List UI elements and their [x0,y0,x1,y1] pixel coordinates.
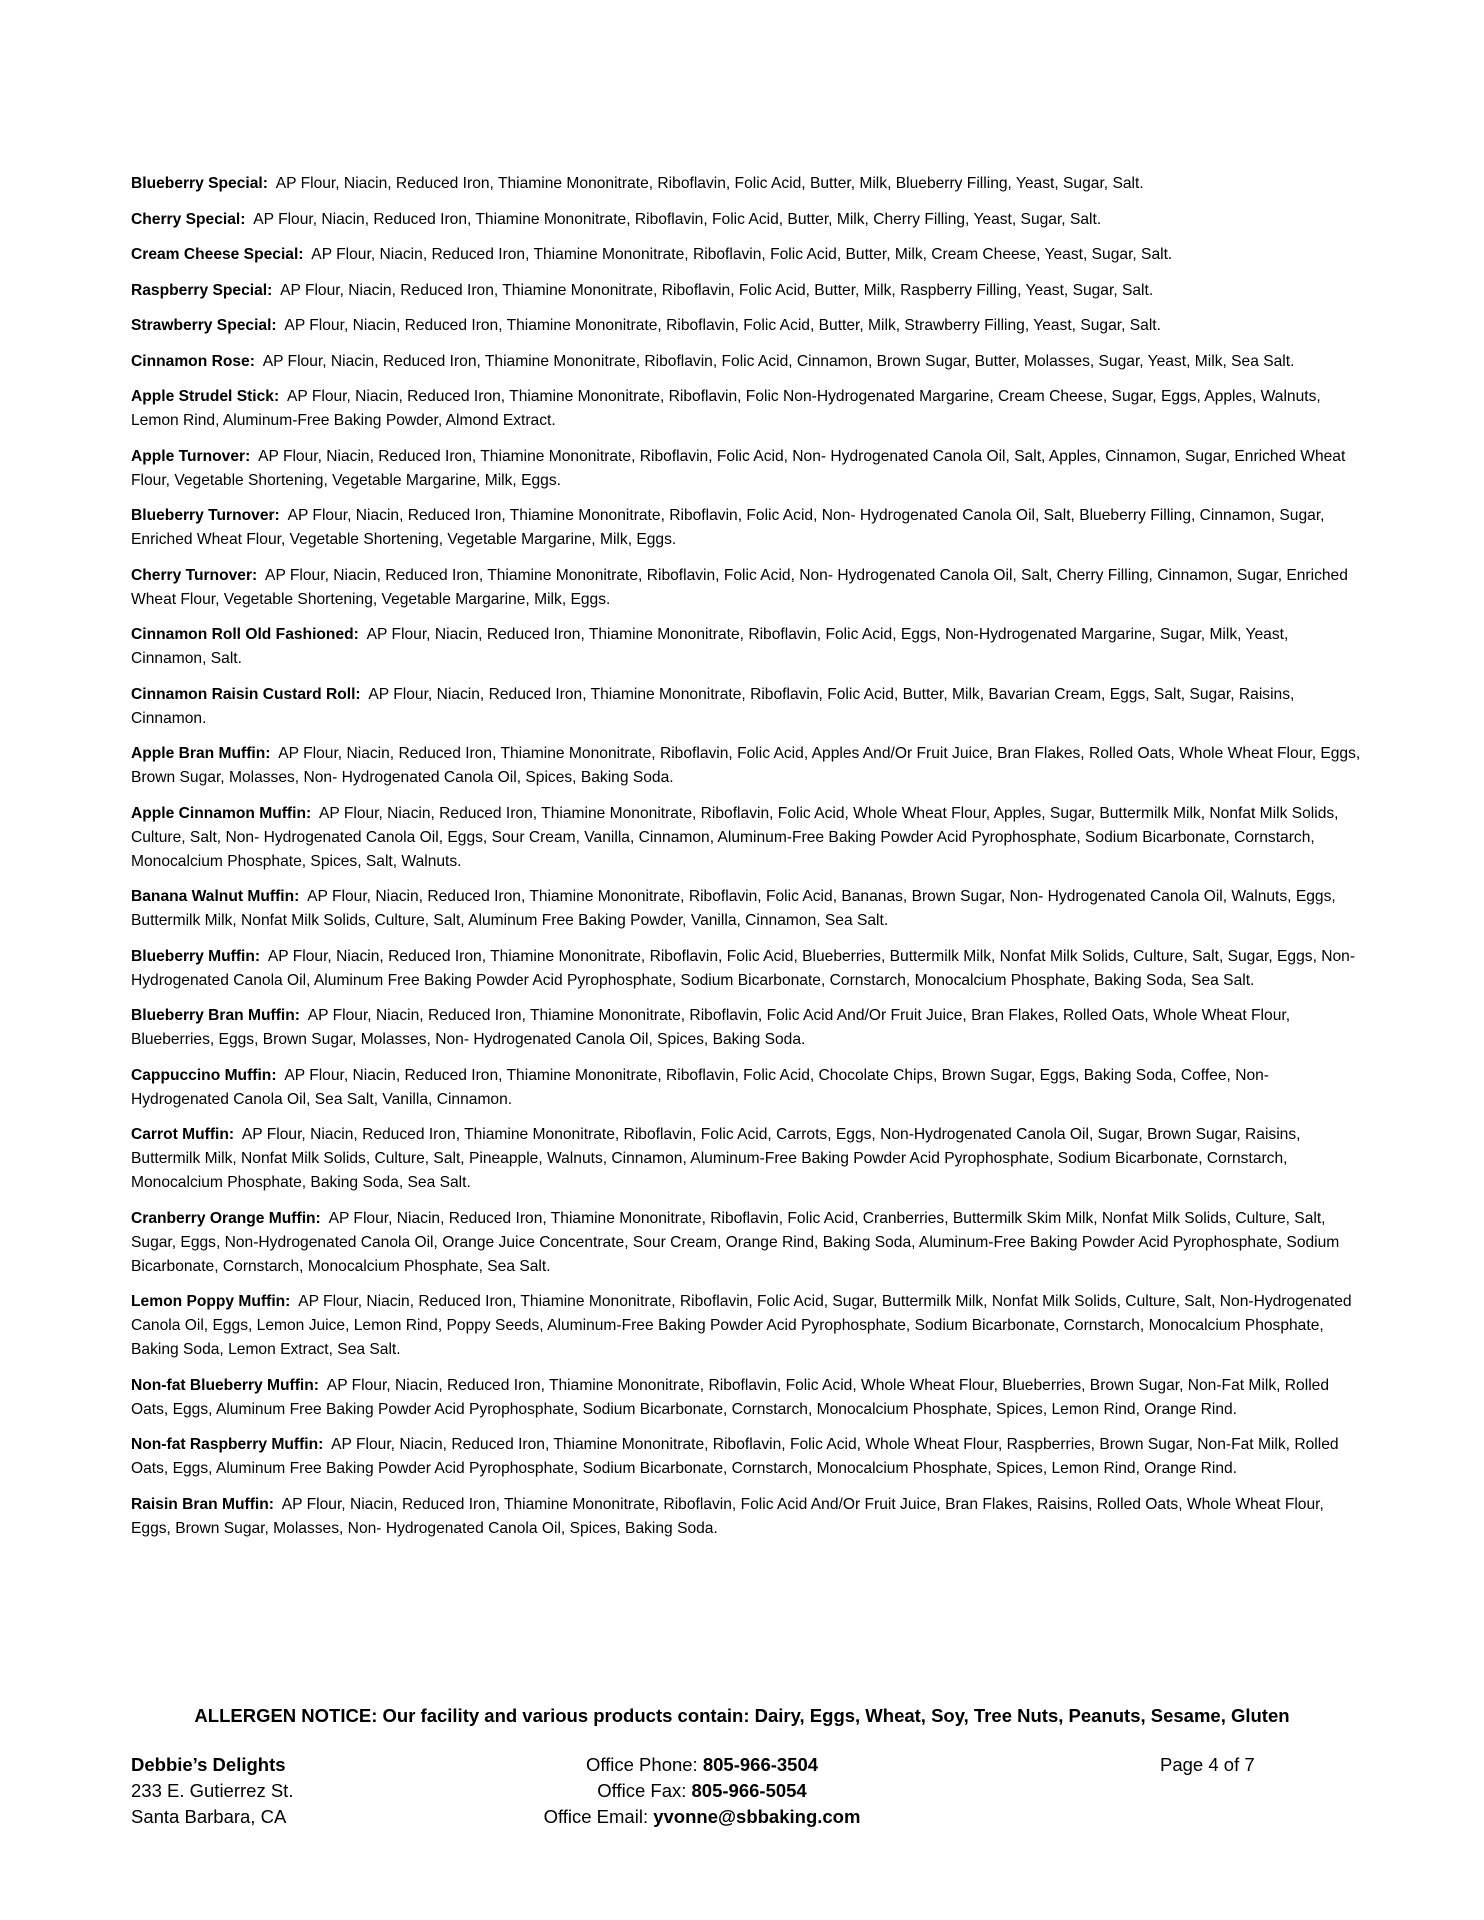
ingredients-text: AP Flour, Niacin, Reduced Iron, Thiamine Mononitrate, Riboflavin, Folic Acid, Butter, Milk, Blueberry Filling, Yeast, Sugar, Salt. [275,175,1144,192]
ingredients-text: AP Flour, Niacin, Reduced Iron, Thiamine Mononitrate, Riboflavin, Folic Acid, Eggs, Non-Hydrogenated Margarine, Sugar, Milk, Yeast, Cinnamon, Salt. [131,626,1289,667]
product-name: Cranberry Orange Muffin: [131,1209,321,1227]
ingredient-entry [131,1374,1363,1422]
ingredient-entry [131,1123,1363,1195]
product-name: Blueberry Muffin: [131,947,261,965]
ingredients-text: AP Flour, Niacin, Reduced Iron, Thiamine Mononitrate, Riboflavin, Folic Acid, Chocolate Chips, Brown Sugar, Eggs, Baking Soda, Coffee, Non-Hydrogenated Canola Oil, Sea Salt, Vanilla, Cinnamon. [131,1066,1270,1108]
product-name: Raisin Bran Muffin: [131,1495,274,1513]
ingredient-entry [131,279,1363,303]
address-line-2: Santa Barbara, CA [131,1806,287,1827]
ingredients-text: AP Flour, Niacin, Reduced Iron, Thiamine Mononitrate, Riboflavin, Folic Non-Hydrogenated Margarine, Cream Cheese, Sugar, Eggs, Apples, Walnuts, Lemon Rind, Aluminum-Free Baking Powder, Almond Extract. [131,388,1321,429]
product-name: Apple Turnover: [131,447,251,465]
email-line [442,1804,962,1830]
ingredients-text: AP Flour, Niacin, Reduced Iron, Thiamine Mononitrate, Riboflavin, Folic Acid, Bananas, Brown Sugar, Non- Hydrogenated Canola Oil, Walnuts, Eggs, Buttermilk Milk, Nonfat Milk Solids, Culture, Salt, Aluminum Free Baking Powder, Vanilla, Cinnamon, Sea Salt. [131,888,1336,929]
fax-line [442,1778,962,1804]
ingredients-text: AP Flour, Niacin, Reduced Iron, Thiamine Mononitrate, Riboflavin, Folic Acid, Cranberries, Buttermilk Skim Milk, Nonfat Milk Solids, Culture, Salt, Sugar, Eggs, Non-Hydrogenated Canola Oil, Orange Juice Concentrate, Sour Cream, Orange Rind, Baking Soda, Aluminum-Free Baking Powder Acid Pyrophosphate, Sodium Bicarbonate, Cornstarch, Monocalcium Phosphate, Sea Salt. [131,1209,1340,1275]
product-name: Blueberry Turnover: [131,507,280,524]
ingredient-entry [131,350,1363,374]
product-name: Apple Bran Muffin: [131,745,271,762]
ingredient-entry [131,1004,1363,1052]
product-name: Banana Walnut Muffin: [131,888,300,905]
product-name: Cappuccino Muffin: [131,1066,277,1084]
ingredients-text: AP Flour, Niacin, Reduced Iron, Thiamine Mononitrate, Riboflavin, Folic Acid, Whole Wheat Flour, Apples, Sugar, Buttermilk Milk, Nonfat Milk Solids, Culture, Salt, Non- Hydrogenated Canola Oil, Eggs, Sour Cream, Vanilla, Cinnamon, Aluminum-Free Baking Powder Acid Pyrophosphate, Sodium Bicarbonate, Cornstarch, Monocalcium Phosphate, Spices, Salt, Walnuts. [131,804,1339,870]
ingredient-entry [131,445,1363,493]
product-name: Apple Strudel Stick: [131,388,280,405]
ingredients-text: AP Flour, Niacin, Reduced Iron, Thiamine Mononitrate, Riboflavin, Folic Acid, Apples And/Or Fruit Juice, Bran Flakes, Rolled Oats, Whole Wheat Flour, Eggs, Brown Sugar, Molasses, Non- Hydrogenated Canola Oil, Spices, Baking Soda. [131,745,1361,786]
ingredients-text: AP Flour, Niacin, Reduced Iron, Thiamine Mononitrate, Riboflavin, Folic Acid, Whole Wheat Flour, Raspberries, Brown Sugar, Non-Fat Milk, Rolled Oats, Eggs, Aluminum Free Baking Powder Acid Pyrophosphate, Sodium Bicarbonate, Cornstarch, Monocalcium Phosphate, Spices, Lemon Rind, Orange Rind. [131,1436,1339,1477]
email-label: Office Email: [543,1806,649,1827]
product-name: Cherry Special: [131,210,246,228]
phone-label: Office Phone: [585,1754,698,1775]
ingredient-entry [131,385,1363,433]
company-name: Debbie’s Delights [131,1754,286,1775]
product-name: Cinnamon Rose: [131,352,255,370]
ingredient-entry [131,1433,1363,1481]
ingredients-text: AP Flour, Niacin, Reduced Iron, Thiamine Mononitrate, Riboflavin, Folic Acid, Butter, Milk, Cherry Filling, Yeast, Sugar, Salt. [253,210,1102,228]
ingredients-text: AP Flour, Niacin, Reduced Iron, Thiamine Mononitrate, Riboflavin, Folic Acid And/Or Fruit Juice, Bran Flakes, Rolled Oats, Whole Wheat Flour, Blueberries, Eggs, Brown Sugar, Molasses, Non- Hydrogenated Canola Oil, Spices, Baking Soda. [131,1007,1291,1048]
ingredients-text: AP Flour, Niacin, Reduced Iron, Thiamine Mononitrate, Riboflavin, Folic Acid, Non- Hydrogenated Canola Oil, Salt, Apples, Cinnamon, Sugar, Enriched Wheat Flour, Vegetable Shortening, Vegetable Margarine, Milk, Eggs. [131,447,1346,489]
product-name: Blueberry Bran Muffin: [131,1007,300,1024]
ingredient-list [131,172,1363,1552]
product-name: Cinnamon Raisin Custard Roll: [131,685,361,703]
ingredients-text: AP Flour, Niacin, Reduced Iron, Thiamine Mononitrate, Riboflavin, Folic Acid, Carrots, Eggs, Non-Hydrogenated Canola Oil, Sugar, Brown Sugar, Raisins, Buttermilk Milk, Nonfat Milk Solids, Culture, Salt, Pineapple, Walnuts, Cinnamon, Aluminum-Free Baking Powder Acid Pyrophosphate, Sodium Bicarbonate, Cornstarch, Monocalcium Phosphate, Baking Soda, Sea Salt. [131,1126,1301,1191]
ingredients-text: AP Flour, Niacin, Reduced Iron, Thiamine Mononitrate, Riboflavin, Folic Acid, Whole Wheat Flour, Blueberries, Brown Sugar, Non-Fat Milk, Rolled Oats, Eggs, Aluminum Free Baking Powder Acid Pyrophosphate, Sodium Bicarbonate, Cornstarch, Monocalcium Phosphate, Spices, Lemon Rind, Orange Rind. [131,1376,1329,1418]
footer-address [131,1752,293,1830]
product-name: Blueberry Special: [131,175,268,192]
phone-line [442,1752,962,1778]
ingredients-text: AP Flour, Niacin, Reduced Iron, Thiamine Mononitrate, Riboflavin, Folic Acid, Butter, Milk, Raspberry Filling, Yeast, Sugar, Salt. [280,281,1154,299]
footer-contact [442,1752,962,1830]
product-name: Cherry Turnover: [131,566,258,584]
product-name: Non-fat Blueberry Muffin: [131,1376,319,1394]
ingredient-entry [131,683,1363,731]
ingredients-text: AP Flour, Niacin, Reduced Iron, Thiamine Mononitrate, Riboflavin, Folic Acid And/Or Fruit Juice, Bran Flakes, Raisins, Rolled Oats, Whole Wheat Flour, Eggs, Brown Sugar, Molasses, Non- Hydrogenated Canola Oil, Spices, Baking Soda. [131,1495,1324,1537]
ingredient-entry [131,564,1363,612]
allergen-notice: ALLERGEN NOTICE: Our facility and various products contain: Dairy, Eggs, Wheat, Soy, Tree Nuts, Peanuts, Sesame, Gluten [194,1705,1290,1726]
product-name: Raspberry Special: [131,281,273,299]
product-name: Carrot Muffin: [131,1126,235,1143]
ingredient-entry [131,1493,1363,1541]
ingredient-entry [131,742,1363,790]
ingredient-entry [131,314,1363,338]
ingredient-entry [131,172,1363,196]
ingredients-text: AP Flour, Niacin, Reduced Iron, Thiamine Mononitrate, Riboflavin, Folic Acid, Sugar, Buttermilk Milk, Nonfat Milk Solids, Culture, Salt, Non-Hydrogenated Canola Oil, Eggs, Lemon Juice, Lemon Rind, Poppy Seeds, Aluminum-Free Baking Powder Acid Pyrophosphate, Sodium Bicarbonate, Cornstarch, Monocalcium Phosphate, Baking Soda, Lemon Extract, Sea Salt. [131,1293,1352,1358]
ingredient-entry [131,1290,1363,1362]
ingredients-text: AP Flour, Niacin, Reduced Iron, Thiamine Mononitrate, Riboflavin, Folic Acid, Butter, Milk, Bavarian Cream, Eggs, Salt, Sugar, Raisins, Cinnamon. [131,685,1295,727]
page-number: Page 4 of 7 [1160,1754,1255,1775]
product-name: Cinnamon Roll Old Fashioned: [131,626,359,643]
ingredients-text: AP Flour, Niacin, Reduced Iron, Thiamine Mononitrate, Riboflavin, Folic Acid, Blueberries, Buttermilk Milk, Nonfat Milk Solids, Culture, Salt, Sugar, Eggs, Non-Hydrogenated Canola Oil, Aluminum Free Baking Powder Acid Pyrophosphate, Sodium Bicarbonate, Cornstarch, Monocalcium Phosphate, Baking Soda, Sea Salt. [131,947,1356,989]
product-name: Cream Cheese Special: [131,246,304,263]
ingredients-text: AP Flour, Niacin, Reduced Iron, Thiamine Mononitrate, Riboflavin, Folic Acid, Non- Hydrogenated Canola Oil, Salt, Cherry Filling, Cinnamon, Sugar, Enriched Wheat Flour, Vegetable Shortening, Vegetable Margarine, Milk, Eggs. [131,566,1348,608]
address-line-1: 233 E. Gutierrez St. [131,1780,294,1801]
ingredient-entry [131,243,1363,267]
fax-label: Office Fax: [597,1780,687,1801]
email-address: yvonne@sbbaking.com [653,1806,861,1827]
fax-number: 805-966-5054 [691,1780,807,1801]
ingredients-text: AP Flour, Niacin, Reduced Iron, Thiamine Mononitrate, Riboflavin, Folic Acid, Butter, Milk, Strawberry Filling, Yeast, Sugar, Salt. [284,317,1161,334]
ingredients-text: AP Flour, Niacin, Reduced Iron, Thiamine Mononitrate, Riboflavin, Folic Acid, Butter, Milk, Cream Cheese, Yeast, Sugar, Salt. [311,246,1173,263]
product-name: Strawberry Special: [131,317,277,334]
phone-number: 805-966-3504 [702,1754,819,1775]
ingredients-text: AP Flour, Niacin, Reduced Iron, Thiamine Mononitrate, Riboflavin, Folic Acid, Cinnamon, Brown Sugar, Butter, Molasses, Sugar, Yeast, Milk, Sea Salt. [262,352,1295,370]
ingredient-entry [131,1207,1363,1279]
ingredient-entry [131,1064,1363,1112]
product-name: Apple Cinnamon Muffin: [131,804,312,822]
ingredient-entry [131,504,1363,552]
ingredient-entry [131,802,1363,874]
ingredient-entry [131,885,1363,933]
ingredients-text: AP Flour, Niacin, Reduced Iron, Thiamine Mononitrate, Riboflavin, Folic Acid, Non- Hydrogenated Canola Oil, Salt, Blueberry Filling, Cinnamon, Sugar, Enriched Wheat Flour, Vegetable Shortening, Vegetable Margarine, Milk, Eggs. [131,507,1325,548]
product-name: Lemon Poppy Muffin: [131,1293,291,1310]
product-name: Non-fat Raspberry Muffin: [131,1436,324,1453]
ingredient-entry [131,208,1363,232]
ingredient-entry [131,623,1363,671]
ingredient-entry [131,945,1363,993]
